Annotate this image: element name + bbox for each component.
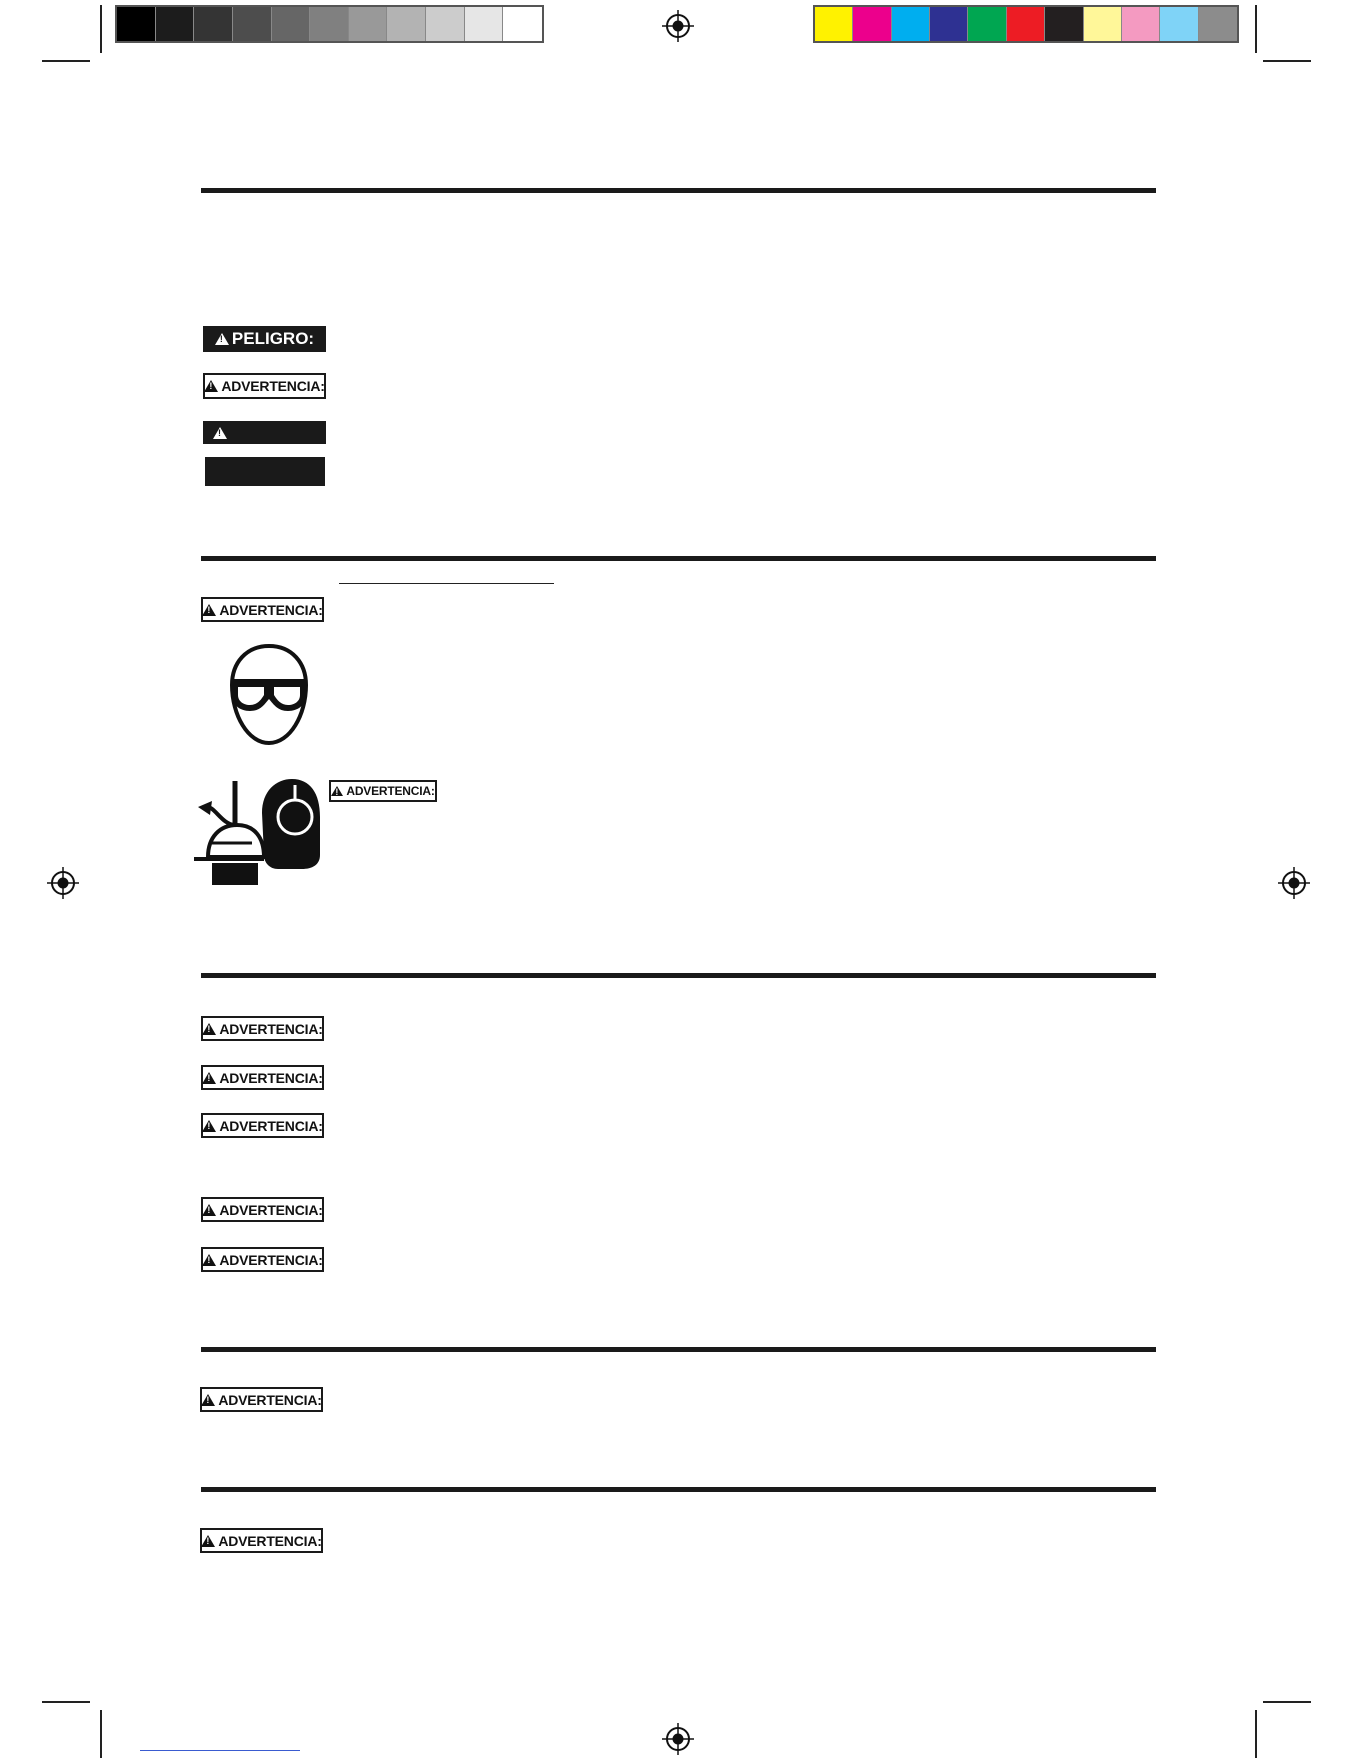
color-swatch: [233, 7, 272, 41]
crop-mark-bottom-right-h: [1263, 1701, 1311, 1703]
alert-triangle-icon: [215, 333, 229, 345]
signal-word-advertencia: [201, 1016, 324, 1041]
color-swatch: [310, 7, 349, 41]
section-rule-4: [201, 1347, 1156, 1352]
alert-triangle-icon: [202, 1204, 216, 1216]
signal-word-advertencia: [201, 1197, 324, 1222]
color-swatch: [1045, 7, 1083, 41]
color-swatch: [1084, 7, 1122, 41]
advertencia-text: ADVERTENCIA:: [346, 784, 435, 798]
color-swatch: [272, 7, 311, 41]
crop-mark-top-left-h: [42, 60, 90, 62]
alert-triangle-icon: [202, 604, 216, 616]
alert-triangle-icon: [201, 1394, 215, 1406]
safety-glasses-icon: [226, 643, 312, 748]
signal-word-peligro: [203, 326, 326, 352]
color-swatch: [815, 7, 853, 41]
alert-triangle-icon: [202, 1072, 216, 1084]
alert-triangle-icon: [202, 1254, 216, 1266]
crop-mark-bottom-right-v: [1255, 1710, 1257, 1758]
color-swatch: [853, 7, 891, 41]
color-swatch: [117, 7, 156, 41]
bottom-blue-rule: [140, 1750, 300, 1751]
signal-word-advertencia: [201, 597, 324, 622]
advertencia-text: ADVERTENCIA:: [219, 601, 323, 618]
advertencia-text: ADVERTENCIA:: [218, 1532, 322, 1549]
color-swatch: [503, 7, 542, 41]
crop-mark-top-right-h: [1263, 60, 1311, 62]
advertencia-text: ADVERTENCIA:: [219, 1251, 323, 1268]
advertencia-text: ADVERTENCIA:: [219, 1201, 323, 1218]
color-swatch: [930, 7, 968, 41]
section-rule-1: [201, 188, 1156, 193]
color-swatch: [156, 7, 195, 41]
color-swatch: [465, 7, 504, 41]
signal-word-advertencia: [203, 373, 326, 399]
signal-word-advertencia: [201, 1113, 324, 1138]
color-swatch: [426, 7, 465, 41]
grayscale-color-bar: [115, 5, 544, 43]
crop-mark-bottom-left-h: [42, 1701, 90, 1703]
color-swatch: [194, 7, 233, 41]
registration-mark-icon: [47, 867, 79, 899]
alert-triangle-icon: [201, 1535, 215, 1547]
advertencia-text: ADVERTENCIA:: [219, 1069, 323, 1086]
alert-triangle-icon: [213, 427, 227, 439]
signal-word-advertencia: [201, 1065, 324, 1090]
signal-word-notice: [205, 457, 325, 486]
registration-mark-icon: [662, 10, 694, 42]
color-swatch: [1199, 7, 1237, 41]
signal-word-advertencia: [200, 1387, 323, 1412]
signal-word-advertencia: [200, 1528, 323, 1553]
crop-mark-top-right-v: [1255, 5, 1257, 53]
color-swatch: [387, 7, 426, 41]
alert-triangle-icon: [204, 380, 218, 392]
registration-mark-icon: [662, 1723, 694, 1755]
color-swatch: [349, 7, 388, 41]
color-swatch: [968, 7, 1006, 41]
advertencia-text: ADVERTENCIA:: [219, 1020, 323, 1037]
crop-mark-top-left-v: [100, 5, 102, 53]
hearing-protection-icon: [192, 777, 322, 885]
registration-mark-icon: [1278, 867, 1310, 899]
signal-word-caution: [203, 421, 326, 444]
section-rule-2: [201, 556, 1156, 561]
peligro-text: PELIGRO:: [231, 329, 315, 348]
color-swatch: [892, 7, 930, 41]
signal-word-advertencia: [329, 780, 437, 802]
advertencia-text: ADVERTENCIA:: [221, 378, 325, 394]
alert-triangle-icon: [331, 786, 343, 796]
advertencia-text: ADVERTENCIA:: [219, 1117, 323, 1134]
alert-triangle-icon: [202, 1023, 216, 1035]
color-swatch: [1007, 7, 1045, 41]
section-rule-5: [201, 1487, 1156, 1492]
crop-mark-bottom-left-v: [100, 1710, 102, 1758]
section-rule-3: [201, 973, 1156, 978]
heading-underline: [339, 583, 554, 584]
alert-triangle-icon: [202, 1120, 216, 1132]
signal-word-advertencia: [201, 1247, 324, 1272]
process-color-bar: [813, 5, 1239, 43]
advertencia-text: ADVERTENCIA:: [218, 1391, 322, 1408]
color-swatch: [1160, 7, 1198, 41]
color-swatch: [1122, 7, 1160, 41]
